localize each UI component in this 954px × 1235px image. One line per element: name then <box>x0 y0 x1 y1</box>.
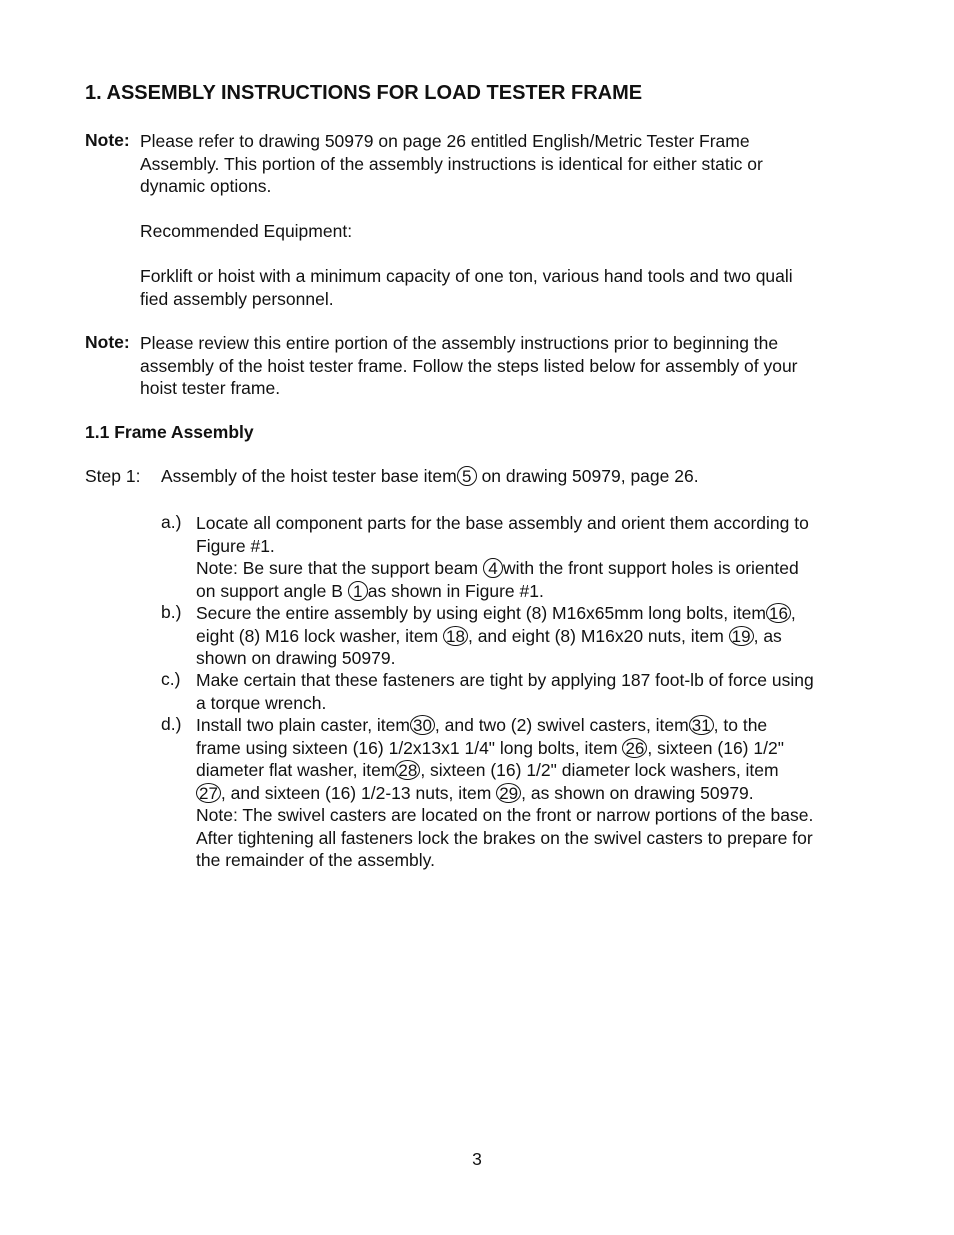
text-part: with the front support holes is oriented <box>502 558 799 578</box>
substep-line: Locate all component parts for the base assembly and orient them according to <box>196 513 809 533</box>
item-callout: 4 <box>483 558 503 578</box>
substep-line <box>196 714 876 737</box>
note-line: Assembly. This portion of the assembly instructions is identical for either static or <box>140 153 763 174</box>
text-part: Note: Be sure that the support beam <box>196 558 483 578</box>
note-label: Note: <box>85 130 130 150</box>
equipment-line: Forklift or hoist with a minimum capacity of one ton, various hand tools and two quali <box>140 266 793 286</box>
equipment-heading-text: Recommended Equipment: <box>140 221 353 241</box>
substep-line <box>196 557 876 580</box>
substep-line <box>196 602 876 625</box>
equipment-text <box>140 265 880 310</box>
substep-line <box>196 759 876 782</box>
text-part: on support angle B <box>196 580 348 601</box>
note-text <box>140 130 880 198</box>
text-part: , sixteen (16) 1/2" diameter lock washers, item <box>420 760 779 780</box>
substep-label: b.) <box>161 602 182 622</box>
item-callout: 31 <box>689 715 714 735</box>
substep-label: a.) <box>161 512 182 532</box>
substep-line: Figure #1. <box>196 535 275 556</box>
step-text-part: Assembly of the hoist tester base item <box>161 466 457 486</box>
item-callout: 27 <box>196 783 221 803</box>
text-part: diameter flat washer, item <box>196 760 396 780</box>
text-part: , and eight (8) M16x20 nuts, item <box>467 625 729 646</box>
substep-line: the remainder of the assembly. <box>196 850 435 870</box>
item-callout: 5 <box>457 466 477 486</box>
substep-line <box>196 782 876 805</box>
step-text <box>161 466 699 487</box>
item-callout: 16 <box>766 603 791 623</box>
text-part: , to the <box>713 715 768 735</box>
text-part: , <box>790 603 796 623</box>
item-callout: 1 <box>348 581 368 601</box>
text-part: , as <box>753 625 782 646</box>
note-line: assembly of the hoist tester frame. Follow the steps listed below for assembly of your <box>140 355 798 376</box>
page-title: 1. ASSEMBLY INSTRUCTIONS FOR LOAD TESTER FRAME <box>85 82 643 104</box>
item-callout: 19 <box>729 626 754 646</box>
item-callout: 28 <box>395 760 420 780</box>
step-text-part: on drawing 50979, page 26. <box>481 466 699 486</box>
substep-line: After tightening all fasteners lock the brakes on the swivel casters to prepare for <box>196 827 813 848</box>
equipment-line: fied assembly personnel. <box>140 288 334 309</box>
substep-text <box>196 512 876 602</box>
note-line: Please review this entire portion of the assembly instructions prior to beginning the <box>140 333 779 353</box>
text-part: , and two (2) swivel casters, item <box>434 715 689 735</box>
substep-line <box>196 625 876 648</box>
note-line: Please refer to drawing 50979 on page 26 entitled English/Metric Tester Frame <box>140 131 750 151</box>
equipment-heading <box>140 220 880 243</box>
page-number: 3 <box>472 1149 482 1169</box>
note-line: dynamic options. <box>140 176 272 196</box>
item-callout: 18 <box>443 626 468 646</box>
substep-text <box>196 669 876 714</box>
text-part: frame using sixteen (16) 1/2x13x1 1/4" long bolts, item <box>196 737 623 758</box>
text-part: Secure the entire assembly by using eight (8) M16x65mm long bolts, item <box>196 603 766 623</box>
substep-label: d.) <box>161 714 182 734</box>
item-callout: 29 <box>496 783 521 803</box>
substep-label: c.) <box>161 669 181 689</box>
substep-text <box>196 602 876 670</box>
text-part: , and sixteen (16) 1/2-13 nuts, item <box>220 782 497 803</box>
note-text <box>140 332 880 400</box>
substep-line <box>196 580 876 603</box>
item-callout: 26 <box>622 738 647 758</box>
substep-line: Note: The swivel casters are located on the front or narrow portions of the base. <box>196 805 814 825</box>
step-label: Step 1: <box>85 466 141 486</box>
text-part: Install two plain caster, item <box>196 715 410 735</box>
text-part: , sixteen (16) 1/2" <box>647 737 784 758</box>
substep-line: Make certain that these fasteners are tight by applying 187 foot-lb of force using <box>196 670 814 690</box>
note-line: hoist tester frame. <box>140 378 281 398</box>
text-part: eight (8) M16 lock washer, item <box>196 625 444 646</box>
note-label: Note: <box>85 332 130 352</box>
substep-line: shown on drawing 50979. <box>196 648 396 668</box>
item-callout: 30 <box>410 715 435 735</box>
substep-text <box>196 714 876 872</box>
substep-line <box>196 737 876 760</box>
substep-line: a torque wrench. <box>196 692 327 713</box>
text-part: , as shown on drawing 50979. <box>521 782 754 803</box>
text-part: as shown in Figure #1. <box>367 580 544 601</box>
section-heading: 1.1 Frame Assembly <box>85 422 254 442</box>
